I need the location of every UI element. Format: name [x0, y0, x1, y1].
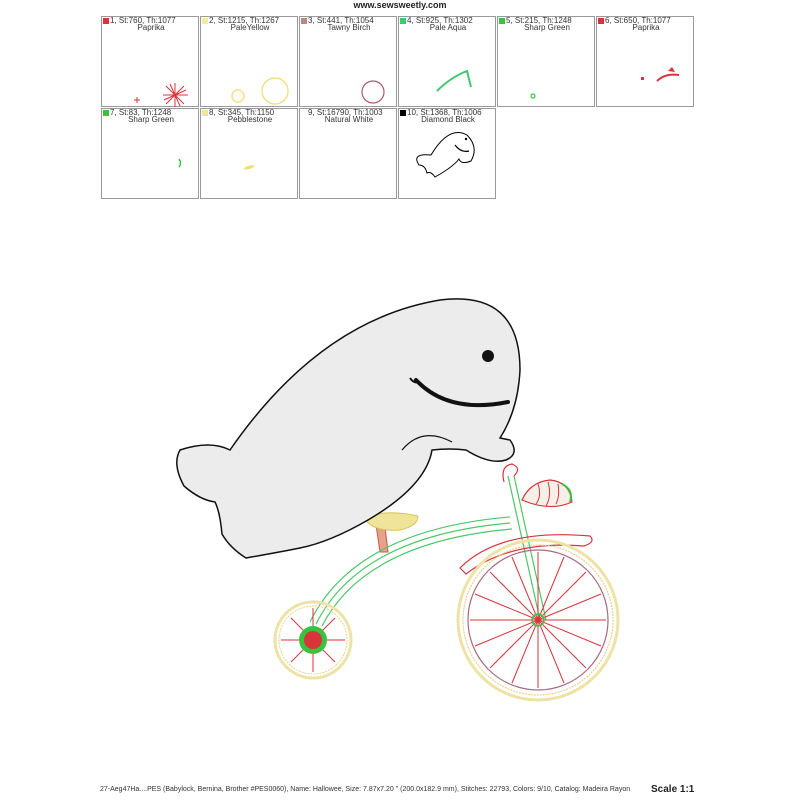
color-name-10: Diamond Black	[421, 115, 475, 124]
color-meta-7: 7, St:83, Th:1248	[110, 108, 172, 117]
color-name-8: Pebblestone	[227, 115, 273, 124]
scale-label: Scale 1:1	[651, 784, 695, 795]
front-wheel-icon	[458, 540, 618, 700]
color-name-6: Paprika	[632, 23, 660, 32]
color-cell-7	[101, 108, 199, 199]
color-cell-4	[398, 16, 496, 107]
color-preview-4	[399, 17, 497, 108]
color-meta-4: 4, St:925, Th:1302	[407, 16, 473, 25]
footer-info: 27-Aeg47Ha....PES (Babylock, Bernina, Brother #PES0060), Name: Hallowee, Size: 7.87x7.20 " (200.0x182.9 mm), Stitches: 22793, Colors: 9/10, Catalog: Madeira Rayon	[100, 786, 631, 793]
site-url: www.sewsweetly.com	[353, 0, 447, 10]
color-name-3: Tawny Birch	[327, 23, 371, 32]
color-name-4: Pale Aqua	[429, 23, 467, 32]
color-meta-6: 6, St:650, Th:1077	[605, 16, 671, 25]
color-cell-3	[299, 16, 397, 107]
color-preview-3	[300, 17, 398, 108]
embroidery-design-preview	[170, 290, 630, 710]
color-preview-2	[201, 17, 299, 108]
color-preview-1	[102, 17, 200, 108]
color-name-1: Paprika	[137, 23, 165, 32]
color-meta-10: 10, St:1368, Th:1006	[407, 108, 482, 117]
color-name-2: PaleYellow	[230, 23, 270, 32]
color-preview-8	[201, 109, 299, 200]
color-meta-8: 8, St:345, Th:1150	[209, 108, 275, 117]
color-name-7: Sharp Green	[128, 115, 174, 124]
color-cell-5	[497, 16, 595, 107]
color-cell-2	[200, 16, 298, 107]
color-meta-2: 2, St:1215, Th:1267	[209, 16, 280, 25]
ghost-icon	[177, 299, 520, 558]
lamp-icon	[522, 480, 572, 507]
color-preview-10	[399, 109, 497, 200]
color-name-9: Natural White	[324, 115, 374, 124]
color-cell-1	[101, 16, 199, 107]
color-name-5: Sharp Green	[524, 23, 570, 32]
color-preview-5	[498, 17, 596, 108]
color-cell-10	[398, 108, 496, 199]
color-meta-3: 3, St:441, Th:1054	[308, 16, 374, 25]
rear-wheel-icon	[275, 602, 351, 678]
color-meta-5: 5, St:215, Th:1248	[506, 16, 572, 25]
color-preview-7	[102, 109, 200, 200]
color-meta-1: 1, St:760, Th:1077	[110, 16, 176, 25]
color-cell-9	[299, 108, 397, 199]
color-cell-8	[200, 108, 298, 199]
color-meta-9: 9, St:16790, Th:1003	[308, 108, 383, 117]
color-preview-6	[597, 17, 695, 108]
color-cell-6	[596, 16, 694, 107]
